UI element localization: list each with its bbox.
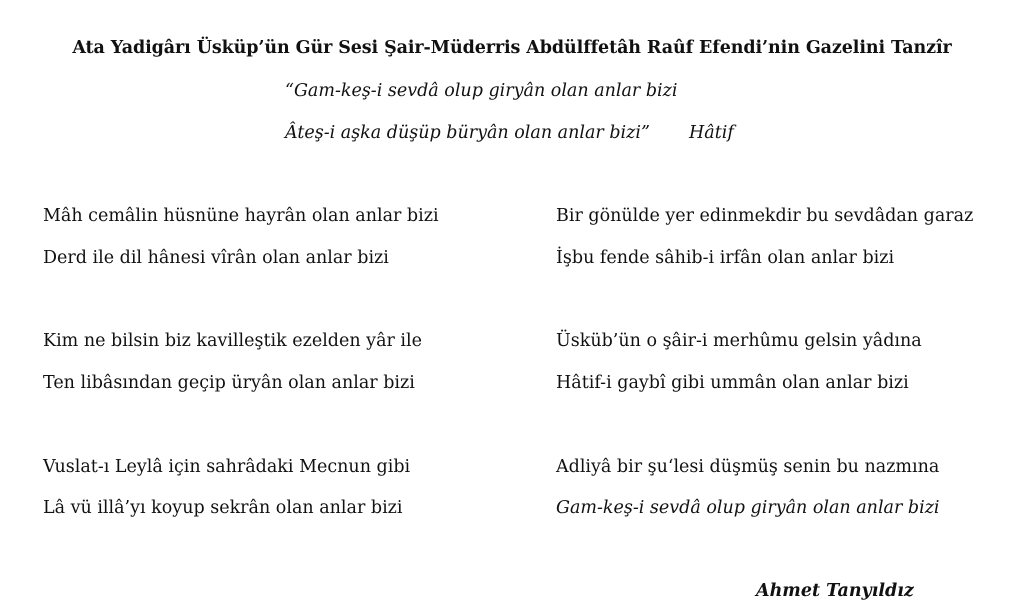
verse-line: Ten libâsından geçip üryân olan anlar bizi xyxy=(43,373,415,393)
verse-line-refrain: Gam-keş-i sevdâ olup giryân olan anlar bizi xyxy=(556,498,940,518)
verse-line: Adliyâ bir şu‘lesi düşmüş senin bu nazmına xyxy=(556,457,940,477)
verse-line: Bir gönülde yer edinmekdir bu sevdâdan garaz xyxy=(556,206,974,226)
epigraph-line-1: “Gam-keş-i sevdâ olup giryân olan anlar bizi xyxy=(285,81,678,101)
verse-line: Derd ile dil hânesi vîrân olan anlar bizi xyxy=(43,248,389,268)
verse-line: Vuslat-ı Leylâ için sahrâdaki Mecnun gibi xyxy=(43,457,411,477)
verse-line: Lâ vü illâ’yı koyup sekrân olan anlar bizi xyxy=(43,498,403,518)
verse-line: Kim ne bilsin biz kavilleştik ezelden yâr ile xyxy=(43,331,422,351)
verse-line: Üsküb’ün o şâir-i merhûmu gelsin yâdına xyxy=(556,331,922,351)
epigraph-poet: Hâtif xyxy=(689,123,734,143)
poem-title: Ata Yadigârı Üsküp’ün Gür Sesi Şair-Müderris Abdülffetâh Raûf Efendi’nin Gazelini Tanzîr xyxy=(72,38,952,58)
epigraph-line-2: Âteş-i aşka düşüp büryân olan anlar bizi” xyxy=(285,123,650,143)
author-signature: Ahmet Tanyıldız xyxy=(756,581,914,601)
verse-line: Mâh cemâlin hüsnüne hayrân olan anlar bizi xyxy=(43,206,439,226)
verse-line: İşbu fende sâhib-i irfân olan anlar bizi xyxy=(556,248,895,268)
verse-line: Hâtif-i gaybî gibi ummân olan anlar bizi xyxy=(556,373,909,393)
